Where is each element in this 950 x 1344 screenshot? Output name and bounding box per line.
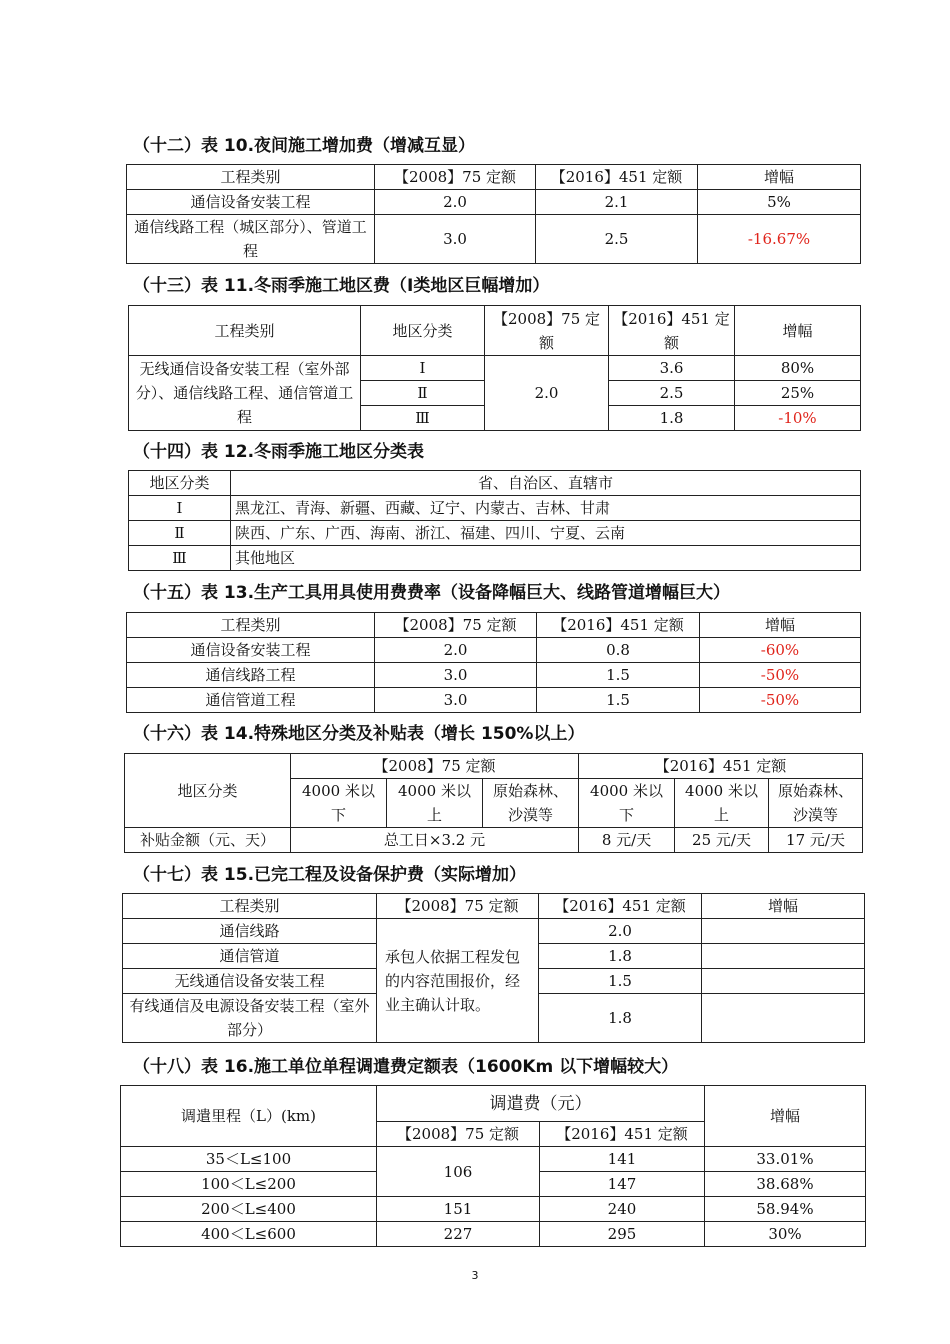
table-cell: 8 元/天 — [579, 828, 675, 853]
table-cell: 1.8 — [609, 406, 735, 431]
table-row — [129, 546, 861, 571]
header-cell: 【2016】451 定额 — [536, 165, 698, 190]
table-cell: 通信管道工程 — [127, 688, 375, 713]
page-number: 3 — [471, 1269, 479, 1282]
header-cell: 【2008】75 定额 — [485, 306, 609, 356]
table-cell: 141 — [540, 1147, 705, 1172]
table-cell: 30% — [705, 1222, 866, 1247]
table-cell: 陕西、广东、广西、海南、浙江、福建、四川、宁夏、云南 — [231, 521, 861, 546]
table-cell: 3.0 — [375, 215, 536, 264]
table-cell: 3.0 — [375, 688, 537, 713]
table-cell: 2.0 — [375, 638, 537, 663]
header-cell: 增幅 — [700, 613, 861, 638]
table-cell: 其他地区 — [231, 546, 861, 571]
table-cell: 240 — [540, 1197, 705, 1222]
table-winter-rain-fee — [128, 305, 861, 431]
table-row — [127, 638, 861, 663]
table-cell: 33.01% — [705, 1147, 866, 1172]
section-heading-13: （十三）表 11.冬雨季施工地区费（Ⅰ类地区巨幅增加） — [133, 276, 550, 296]
table-cell — [702, 944, 865, 969]
table-cell — [702, 969, 865, 994]
header-cell: 4000 米以下 — [579, 779, 675, 828]
table-row — [129, 496, 861, 521]
table-header-row — [129, 471, 861, 496]
table-row — [123, 919, 865, 944]
header-cell: 工程类别 — [123, 894, 377, 919]
section-heading-16: （十六）表 14.特殊地区分类及补贴表（增长 150%以上） — [133, 724, 585, 744]
table-cell-negative: -50% — [700, 663, 861, 688]
table-cell: 58.94% — [705, 1197, 866, 1222]
table-cell: 5% — [698, 190, 861, 215]
header-cell: 地区分类 — [361, 306, 485, 356]
table-cell: 1.5 — [537, 688, 700, 713]
section-heading-14: （十四）表 12.冬雨季施工地区分类表 — [133, 442, 425, 462]
table-cell: 3.0 — [375, 663, 537, 688]
section-heading-18: （十八）表 16.施工单位单程调遣费定额表（1600Km 以下增幅较大） — [133, 1057, 679, 1077]
table-cell — [702, 919, 865, 944]
table-cell: 35＜L≤100 — [121, 1147, 377, 1172]
table-header-row — [125, 754, 863, 779]
table-cell: 通信设备安装工程 — [127, 638, 375, 663]
header-cell: 【2016】451 定额 — [537, 613, 700, 638]
table-cell-negative: -10% — [735, 406, 861, 431]
table-cell: 1.8 — [539, 994, 702, 1043]
table-protection-fee — [122, 893, 865, 1043]
header-cell: 【2008】75 定额 — [291, 754, 579, 779]
table-cell: 25% — [735, 381, 861, 406]
table-cell: 2.0 — [485, 356, 609, 431]
table-cell: Ⅱ — [129, 521, 231, 546]
header-cell: 省、自治区、直辖市 — [231, 471, 861, 496]
table-cell: 100＜L≤200 — [121, 1172, 377, 1197]
table-row — [121, 1222, 866, 1247]
table-row — [121, 1197, 866, 1222]
table-cell: 1.5 — [539, 969, 702, 994]
table-cell: 通信管道 — [123, 944, 377, 969]
header-cell: 原始森林、沙漠等 — [483, 779, 579, 828]
table-cell: 无线通信设备安装工程 — [123, 969, 377, 994]
table-cell-note: 承包人依据工程发包的内容范围报价，经业主确认计取。 — [377, 919, 539, 1043]
table-cell-negative: -50% — [700, 688, 861, 713]
table-region-classification — [128, 470, 861, 571]
header-cell: 地区分类 — [129, 471, 231, 496]
header-cell: 【2008】75 定额 — [375, 165, 536, 190]
header-cell: 【2008】75 定额 — [377, 894, 539, 919]
header-cell: 4000 米以上 — [387, 779, 483, 828]
table-cell: 通信设备安装工程 — [127, 190, 375, 215]
table-cell: 2.0 — [539, 919, 702, 944]
table-cell: 无线通信设备安装工程（室外部分）、通信线路工程、通信管道工程 — [129, 356, 361, 431]
table-cell: 400＜L≤600 — [121, 1222, 377, 1247]
header-cell: 【2008】75 定额 — [377, 1122, 540, 1147]
table-cell: 200＜L≤400 — [121, 1197, 377, 1222]
table-cell: 38.68% — [705, 1172, 866, 1197]
header-cell: 【2016】451 定额 — [579, 754, 863, 779]
table-cell: 1.5 — [537, 663, 700, 688]
header-cell: 【2016】451 定额 — [539, 894, 702, 919]
table-row — [127, 190, 861, 215]
table-cell-negative: -16.67% — [698, 215, 861, 264]
header-cell: 增幅 — [698, 165, 861, 190]
table-cell: 25 元/天 — [675, 828, 769, 853]
table-cell: 106 — [377, 1147, 540, 1197]
header-cell: 4000 米以下 — [291, 779, 387, 828]
table-header-row — [127, 613, 861, 638]
header-cell: 调遣费（元） — [377, 1086, 705, 1122]
section-heading-12: （十二）表 10.夜间施工增加费（增减互显） — [133, 136, 476, 156]
table-cell: 0.8 — [537, 638, 700, 663]
header-cell: 工程类别 — [129, 306, 361, 356]
table-cell: 总工日×3.2 元 — [291, 828, 579, 853]
table-cell: 147 — [540, 1172, 705, 1197]
table-cell: 通信线路工程 — [127, 663, 375, 688]
table-cell: 2.5 — [536, 215, 698, 264]
table-cell: 151 — [377, 1197, 540, 1222]
table-cell: Ⅰ — [129, 496, 231, 521]
table-cell: 1.8 — [539, 944, 702, 969]
header-cell: 工程类别 — [127, 165, 375, 190]
section-heading-15: （十五）表 13.生产工具用具使用费费率（设备降幅巨大、线路管道增幅巨大） — [133, 583, 731, 603]
table-dispatch-fee — [120, 1085, 866, 1247]
table-cell: 2.0 — [375, 190, 536, 215]
header-cell: 4000 米以上 — [675, 779, 769, 828]
table-cell: 2.1 — [536, 190, 698, 215]
table-cell: 3.6 — [609, 356, 735, 381]
table-cell: 有线通信及电源设备安装工程（室外部分） — [123, 994, 377, 1043]
table-row — [127, 688, 861, 713]
table-cell: Ⅲ — [129, 546, 231, 571]
section-heading-17: （十七）表 15.已完工程及设备保护费（实际增加） — [133, 865, 527, 885]
header-cell: 增幅 — [705, 1086, 866, 1147]
table-tool-usage-rate — [126, 612, 861, 713]
table-header-row — [127, 165, 861, 190]
table-row — [121, 1147, 866, 1172]
table-cell: 补贴金额（元、天） — [125, 828, 291, 853]
table-special-region-subsidy — [124, 753, 863, 853]
table-header-row — [129, 306, 861, 356]
header-cell: 【2008】75 定额 — [375, 613, 537, 638]
table-header-row — [123, 894, 865, 919]
table-cell: Ⅰ — [361, 356, 485, 381]
table-cell: 2.5 — [609, 381, 735, 406]
header-cell: 【2016】451 定额 — [540, 1122, 705, 1147]
table-row — [129, 521, 861, 546]
table-cell-negative: -60% — [700, 638, 861, 663]
header-cell: 调遣里程（L）(km) — [121, 1086, 377, 1147]
table-row — [129, 356, 861, 381]
table-night-construction — [126, 164, 861, 264]
table-cell: Ⅱ — [361, 381, 485, 406]
table-cell: 295 — [540, 1222, 705, 1247]
table-cell: 227 — [377, 1222, 540, 1247]
table-cell: 80% — [735, 356, 861, 381]
header-cell: 地区分类 — [125, 754, 291, 828]
table-header-row — [121, 1086, 866, 1122]
table-cell: 17 元/天 — [769, 828, 863, 853]
table-cell: Ⅲ — [361, 406, 485, 431]
header-cell: 工程类别 — [127, 613, 375, 638]
table-row — [127, 215, 861, 264]
table-cell — [702, 994, 865, 1043]
header-cell: 【2016】451 定额 — [609, 306, 735, 356]
table-row — [125, 828, 863, 853]
table-cell: 黑龙江、青海、新疆、西藏、辽宁、内蒙古、吉林、甘肃 — [231, 496, 861, 521]
table-row — [127, 663, 861, 688]
table-cell: 通信线路工程（城区部分）、管道工程 — [127, 215, 375, 264]
header-cell: 增幅 — [735, 306, 861, 356]
header-cell: 原始森林、沙漠等 — [769, 779, 863, 828]
table-cell: 通信线路 — [123, 919, 377, 944]
header-cell: 增幅 — [702, 894, 865, 919]
